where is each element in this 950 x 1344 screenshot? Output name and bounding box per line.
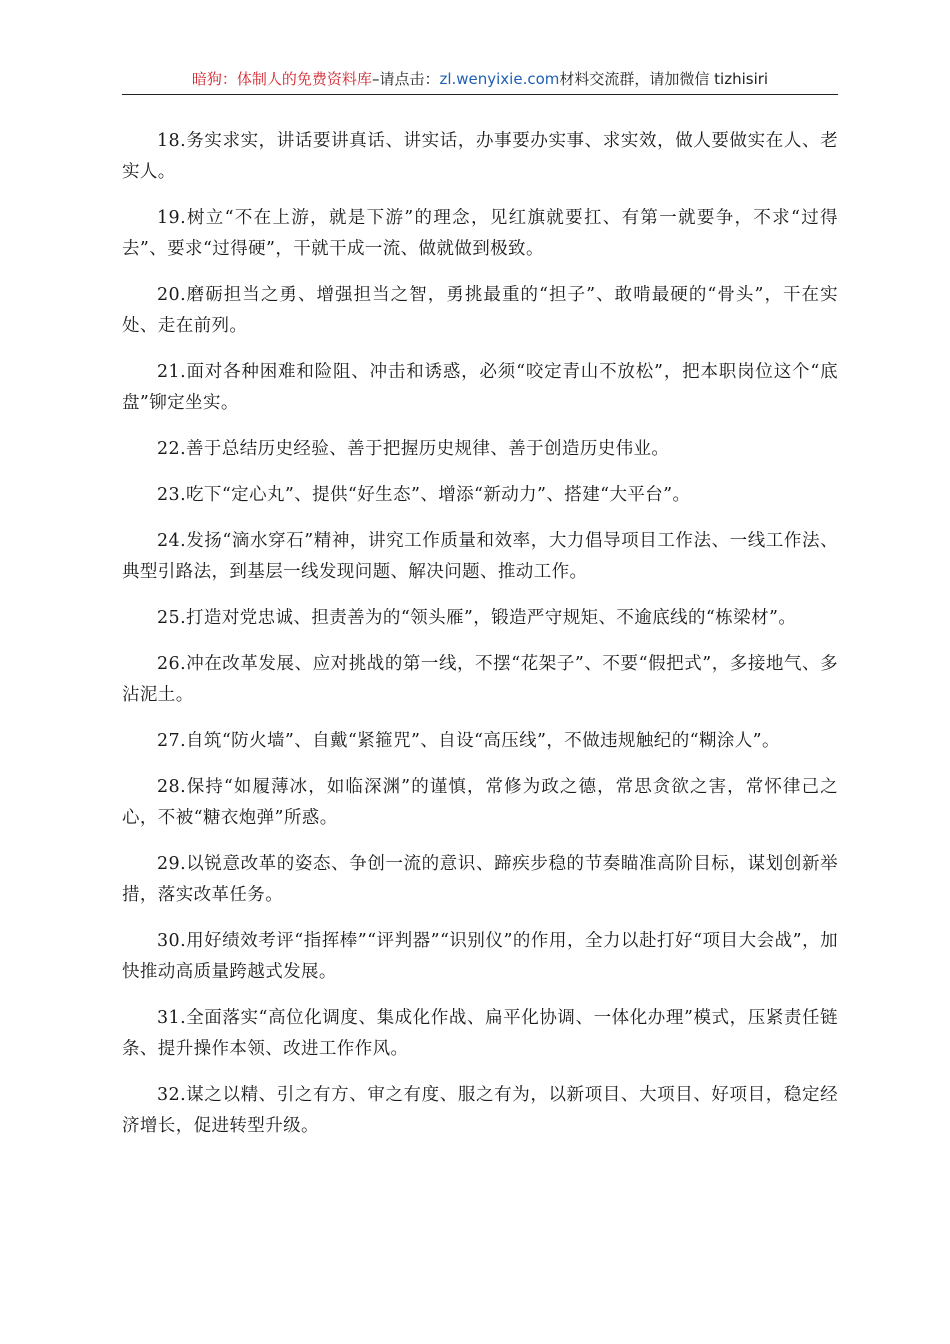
header-prompt: –请点击： bbox=[371, 70, 440, 88]
list-item: 20.磨砺担当之勇、增强担当之智，勇挑最重的“担子”、敢啃最硬的“骨头”，干在实处、走在前列。 bbox=[122, 285, 838, 336]
list-item: 25.打造对党忠诚、担责善为的“领头雁”，锻造严守规矩、不逾底线的“栋梁材”。 bbox=[157, 608, 797, 628]
header-contact: 材料交流群，请加微信 tizhisiri bbox=[559, 70, 769, 88]
list-item: 24.发扬“滴水穿石”精神，讲究工作质量和效率，大力倡导项目工作法、一线工作法、典型引路法，到基层一线发现问题、解决问题、推动工作。 bbox=[122, 531, 838, 582]
list-item: 32.谋之以精、引之有方、审之有度、服之有为，以新项目、大项目、好项目，稳定经济增长，促进转型升级。 bbox=[122, 1085, 838, 1136]
list-item: 21.面对各种困难和险阻、冲击和诱惑，必须“咬定青山不放松”，把本职岗位这个“底盘”铆定坐实。 bbox=[122, 362, 838, 413]
list-item: 19.树立“不在上游，就是下游”的理念，见红旗就要扛、有第一就要争，不求“过得去”、要求“过得硬”，干就干成一流、做就做到极致。 bbox=[122, 208, 838, 259]
list-item: 23.吃下“定心丸”、提供“好生态”、增添“新动力”、搭建“大平台”。 bbox=[157, 485, 691, 505]
header-brand: 暗狗：体制人的免费资料库 bbox=[191, 70, 372, 88]
document-body bbox=[122, 126, 838, 1157]
page-header bbox=[122, 68, 838, 95]
list-item: 31.全面落实“高位化调度、集成化作战、扁平化协调、一体化办理”模式，压紧责任链条、提升操作本领、改进工作作风。 bbox=[122, 1008, 838, 1059]
list-item: 28.保持“如履薄冰，如临深渊”的谨慎，常修为政之德，常思贪欲之害，常怀律己之心，不被“糖衣炮弹”所惑。 bbox=[122, 777, 838, 828]
list-item: 27.自筑“防火墙”、自戴“紧箍咒”、自设“高压线”，不做违规触纪的“糊涂人”。 bbox=[157, 731, 780, 751]
list-item: 26.冲在改革发展、应对挑战的第一线，不摆“花架子”、不要“假把式”，多接地气、多沾泥土。 bbox=[122, 654, 838, 705]
header-link[interactable]: zl.wenyixie.com bbox=[439, 70, 560, 88]
list-item: 22.善于总结历史经验、善于把握历史规律、善于创造历史伟业。 bbox=[157, 439, 670, 459]
list-item: 29.以锐意改革的姿态、争创一流的意识、蹄疾步稳的节奏瞄准高阶目标，谋划创新举措，落实改革任务。 bbox=[122, 854, 838, 905]
list-item: 18.务实求实，讲话要讲真话、讲实话，办事要办实事、求实效，做人要做实在人、老实人。 bbox=[122, 131, 838, 182]
list-item: 30.用好绩效考评“指挥棒”“评判器”“识别仪”的作用，全力以赴打好“项目大会战”，加快推动高质量跨越式发展。 bbox=[122, 931, 838, 982]
